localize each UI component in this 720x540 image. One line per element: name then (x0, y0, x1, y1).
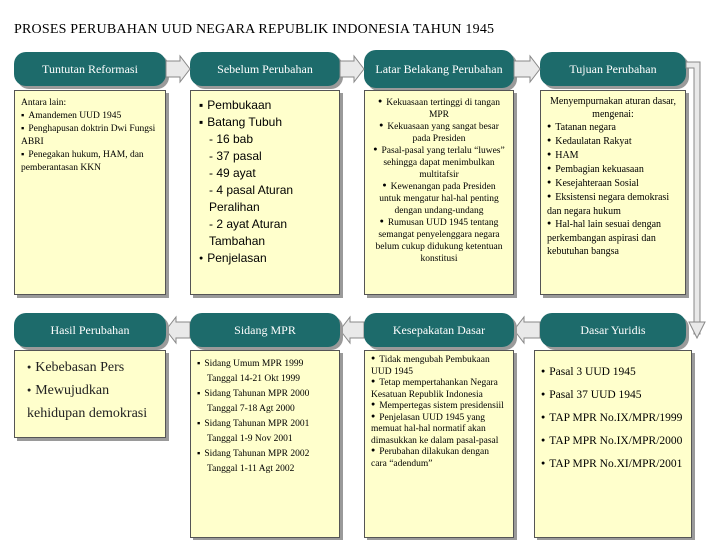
header-sebelum-perubahan: Sebelum Perubahan (190, 52, 340, 86)
box-sidang-mpr (190, 350, 340, 538)
tuntutan-intro: Antara lain: (21, 98, 67, 108)
box-kesepakatan-dasar (364, 350, 514, 538)
list-item: ▪ Sidang Tahunan MPR 2001 Tanggal 1-9 Nov 2001 (197, 417, 333, 447)
list-item: ▪ Penghapusan doktrin Dwi Fungsi ABRI (21, 123, 159, 149)
list-item: ▪ Batang Tubuh (199, 114, 331, 131)
header-dasar-yuridis: Dasar Yuridis (540, 313, 686, 347)
list-item: ● Eksistensi negara demokrasi dan negara hukum (547, 191, 679, 218)
arrow-connector-right (686, 62, 700, 334)
header-kesepakatan-dasar: Kesepakatan Dasar (364, 313, 514, 347)
list-item: ● Penjelasan UUD 1945 yang memuat hal-hal normatif akan dimasukkan ke dalam pasal-pasal (371, 413, 507, 448)
arrow-left-2 (340, 317, 364, 343)
list-item: ● Mewujudkan kehidupan demokrasi (27, 380, 153, 424)
list-item: - 16 bab (209, 132, 254, 146)
box-sebelum-perubahan (190, 90, 340, 295)
list-item: ● Penjelasan (199, 250, 331, 269)
arrow-right-3 (514, 56, 540, 82)
box-tujuan-perubahan (540, 90, 686, 295)
list-item: ● Pasal 3 UUD 1945 (541, 361, 685, 384)
list-item: ● Rumusan UUD 1945 tentang semangat penyelenggara negara belum cukup didukung ketentuan konstitusi (371, 217, 507, 265)
arrow-right-2 (340, 56, 364, 82)
box-dasar-yuridis (534, 350, 692, 538)
list-item: ▪ Penegakan hukum, HAM, dan pemberantasan KKN (21, 149, 159, 175)
list-item: ● Kedaulatan Rakyat (547, 135, 679, 149)
list-item: ● TAP MPR No.IX/MPR/2000 (541, 430, 685, 453)
list-item: ● Tidak mengubah Pembukaan UUD 1945 (371, 355, 507, 378)
list-item: ● Tetap mempertahankan Negara Kesatuan Republik Indonesia (371, 378, 507, 401)
list-item: ● Tatanan negara (547, 121, 679, 135)
list-item: - 2 ayat Aturan Tambahan (209, 217, 288, 248)
list-item: ▪ Sidang Tahunan MPR 2000 Tanggal 7-18 Agt 2000 (197, 387, 333, 417)
box-hasil-perubahan (14, 350, 166, 438)
list-item: ● Pasal-pasal yang terlalu “luwes” sehingga dapat menimbulkan multitafsir (371, 145, 507, 181)
list-item: ● Perubahan dilakukan dengan cara “adendum” (371, 447, 507, 470)
list-item: ● TAP MPR No.XI/MPR/2001 (541, 453, 685, 476)
list-item: - 37 pasal (209, 149, 262, 163)
list-item: ● Kesejahteraan Sosial (547, 177, 679, 191)
header-sidang-mpr: Sidang MPR (190, 313, 340, 347)
list-item: ● Mempertegas sistem presidensiil (371, 401, 507, 413)
list-item: ● Kewenangan pada Presiden untuk mengatur hal-hal penting dengan undang-undang (371, 181, 507, 217)
list-item: ● Kekuasaan yang sangat besar pada Presiden (371, 121, 507, 145)
list-item: - 4 pasal Aturan Peralihan (209, 183, 294, 214)
list-item: ▪ Sidang Umum MPR 1999 Tanggal 14-21 Okt 1999 (197, 357, 333, 387)
list-item: ▪ Sidang Tahunan MPR 2002 Tanggal 1-11 Agt 2002 (197, 447, 333, 477)
list-item: ● HAM (547, 149, 679, 163)
arrow-left-1 (166, 317, 190, 343)
header-tuntutan-reformasi: Tuntutan Reformasi (14, 52, 166, 86)
arrow-right-1 (166, 56, 190, 82)
header-latar-belakang: Latar Belakang Perubahan (364, 50, 514, 88)
list-item: ● Pasal 37 UUD 1945 (541, 384, 685, 407)
list-item: - 49 ayat (209, 166, 256, 180)
list-item: ● Hal-hal lain sesuai dengan perkembangan aspirasi dan kebutuhan bangsa (547, 218, 679, 258)
tujuan-intro: Menyempurnakan aturan dasar, mengenai: (550, 96, 676, 120)
arrow-connector-head (689, 322, 705, 338)
box-latar-belakang (364, 90, 514, 295)
list-item: ● Pembagian kekuasaan (547, 163, 679, 177)
arrow-left-3 (514, 317, 540, 343)
header-hasil-perubahan: Hasil Perubahan (14, 313, 166, 347)
header-tujuan-perubahan: Tujuan Perubahan (540, 52, 686, 86)
list-item: ▪ Pembukaan (199, 97, 331, 114)
list-item: ● Kebebasan Pers (27, 357, 153, 380)
box-tuntutan-reformasi (14, 90, 166, 295)
list-item: ● Kekuasaan tertinggi di tangan MPR (371, 97, 507, 121)
page-title: PROSES PERUBAHAN UUD NEGARA REPUBLIK INDONESIA TAHUN 1945 (14, 22, 495, 37)
list-item: ▪ Amandemen UUD 1945 (21, 110, 159, 123)
list-item: ● TAP MPR No.IX/MPR/1999 (541, 407, 685, 430)
